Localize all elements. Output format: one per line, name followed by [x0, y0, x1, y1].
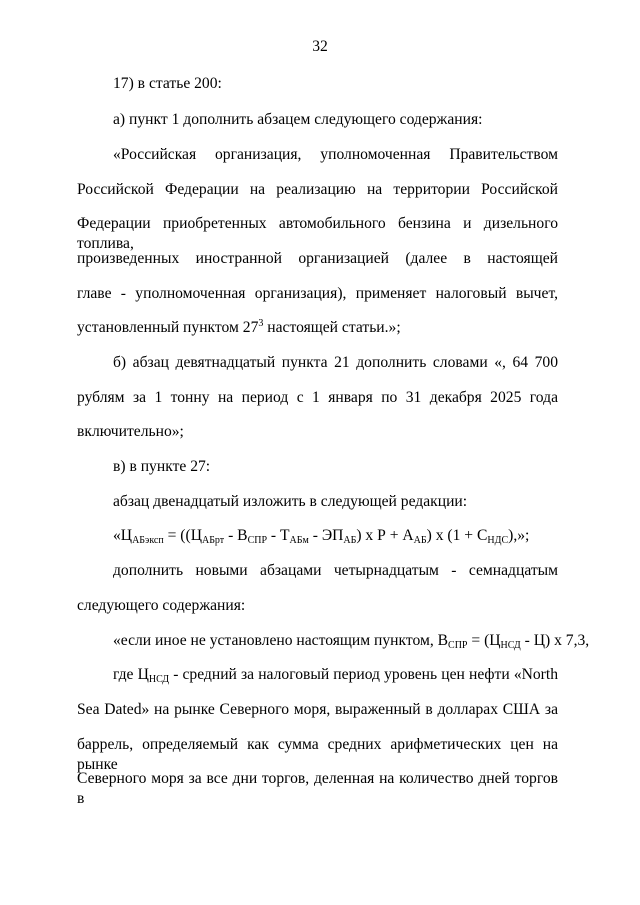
- text-span: «если иное не установлено настоящим пунктом, В: [113, 632, 449, 649]
- text-line: [113, 665, 558, 685]
- subscript: АБэксп: [132, 535, 164, 546]
- text-line: произведенных иностранной организацией (далее в настоящей: [77, 250, 558, 267]
- formula-line: [113, 631, 590, 651]
- text-line: Федерации приобретенных автомобильного бензина и дизельного топлива,: [77, 215, 558, 252]
- text-line: дополнить новыми абзацами четырнадцатым - семнадцатым: [113, 562, 558, 579]
- text-span: настоящей статьи.»;: [263, 319, 401, 336]
- formula-part: - В: [224, 527, 248, 544]
- text-line: включительно»;: [77, 423, 184, 440]
- subscript: АБ: [343, 535, 357, 546]
- text-line: б) абзац девятнадцатый пункта 21 дополнить словами «, 64 700: [113, 354, 558, 371]
- text-line: а) пункт 1 дополнить абзацем следующего содержания:: [113, 111, 483, 128]
- formula-part: - ЭП: [308, 527, 344, 544]
- formula-part: ),»;: [508, 527, 530, 544]
- subscript: СПР: [247, 535, 268, 546]
- text-line: в) в пункте 27:: [113, 458, 211, 475]
- subscript: НСД: [500, 640, 521, 651]
- superscript: 3: [258, 318, 264, 329]
- text-line: следующего содержания:: [77, 597, 246, 614]
- formula-part: = ((Ц: [163, 527, 202, 544]
- formula-part: ) х Р + А: [356, 527, 414, 544]
- subscript: НСД: [148, 674, 170, 685]
- text-span: установленный пунктом 27: [77, 319, 259, 336]
- text-line: [77, 318, 558, 338]
- text-line: рублям за 1 тонну на период с 1 января по 31 декабря 2025 года: [77, 389, 558, 406]
- subscript: НДС: [487, 535, 509, 546]
- formula-part: ) х (1 + С: [426, 527, 488, 544]
- text-span: - Ц) х 7,3,: [520, 632, 590, 649]
- page-number: 32: [312, 38, 328, 55]
- formula-part: «Ц: [113, 527, 133, 544]
- formula-part: - Т: [267, 527, 290, 544]
- text-line: баррель, определяемый как сумма средних арифметических цен на рынке: [77, 736, 558, 773]
- text-span: - средний за налоговый период уровень цен нефти «North: [169, 666, 558, 683]
- text-span: где Ц: [113, 666, 149, 683]
- text-line: Северного моря за все дни торгов, деленная на количество дней торгов в: [77, 770, 558, 807]
- text-line: Российской Федерации на реализацию на территории Российской: [77, 181, 558, 198]
- text-line: 17) в статье 200:: [113, 75, 222, 92]
- text-line: Sea Dated» на рынке Северного моря, выраженный в долларах США за: [77, 701, 558, 718]
- subscript: АБ: [413, 535, 427, 546]
- text-line: «Российская организация, уполномоченная Правительством: [113, 146, 558, 163]
- text-line: абзац двенадцатый изложить в следующей редакции:: [113, 493, 468, 510]
- formula-line: [113, 526, 558, 546]
- subscript: АБм: [289, 535, 309, 546]
- subscript: СПР: [448, 640, 468, 651]
- subscript: АБрт: [201, 535, 225, 546]
- text-span: = (Ц: [467, 632, 501, 649]
- text-line: главе - уполномоченная организация), применяет налоговый вычет,: [77, 285, 558, 302]
